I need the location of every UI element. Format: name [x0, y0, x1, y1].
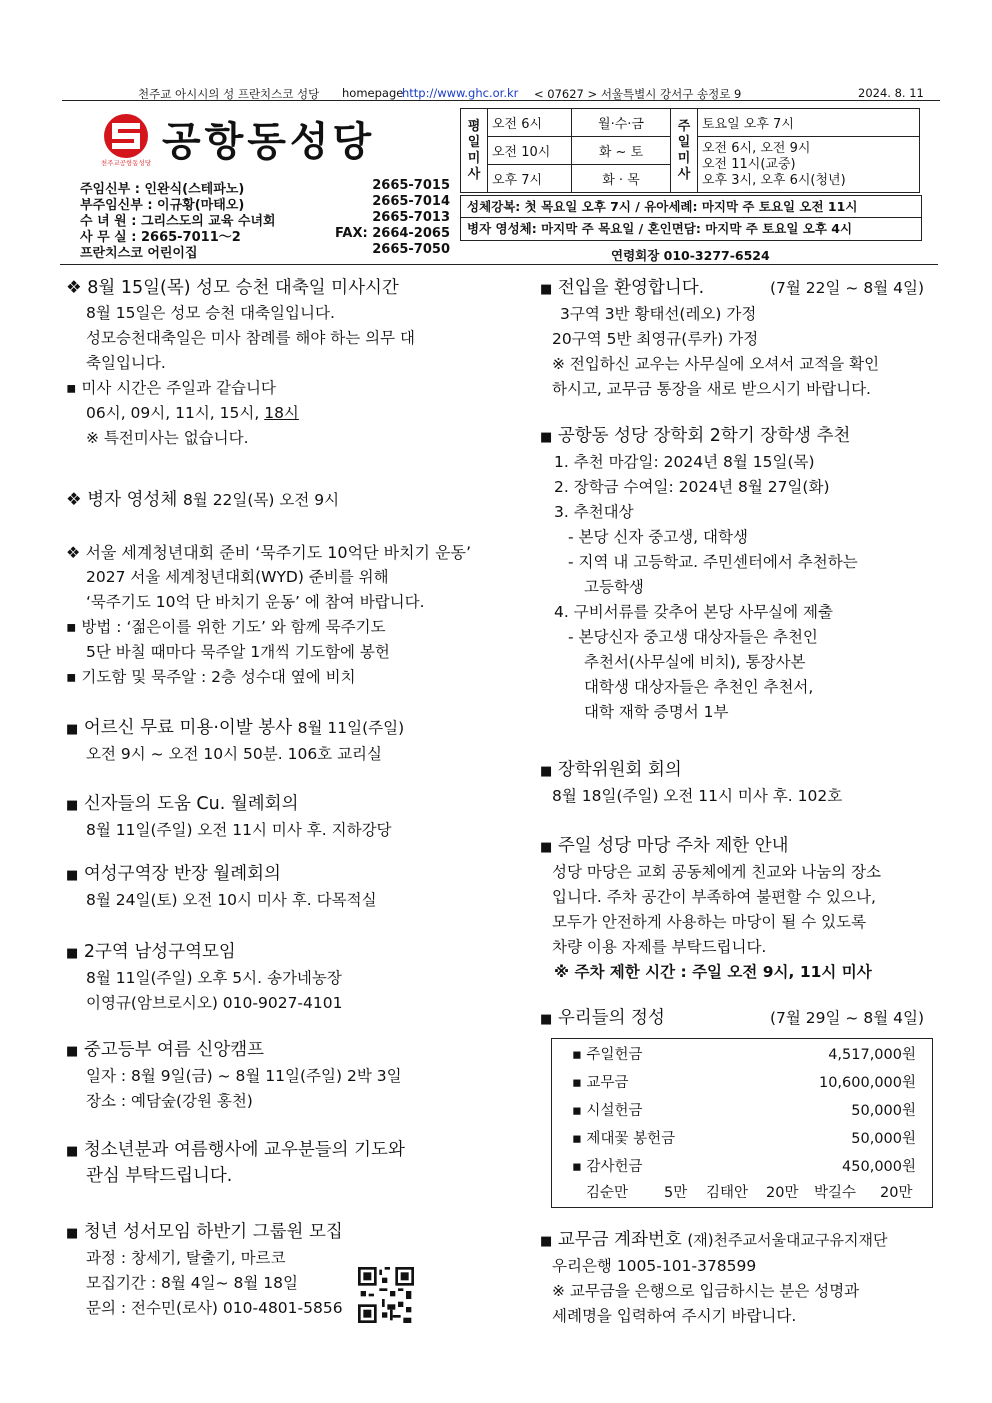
staff-role: 사 무 실 : 2665-7011～2	[80, 230, 241, 245]
notice-line: 축일입니다.	[86, 354, 166, 372]
notice-line: ※ 주차 제한 시간 : 주일 오전 9시, 11시 미사	[554, 963, 872, 981]
notice-line: 2027 서울 세계청년대회(WYD) 준비를 위해	[86, 568, 389, 586]
notice-line: 3. 추천대상	[554, 503, 634, 521]
notice-men-district: ■ 2구역 남성구역모임 8월 11일(주일) 오후 5시. 송가네농장 이영규(암브로시오) 010-9027-4101	[66, 940, 342, 1016]
notice-line: 이영규(암브로시오) 010-9027-4101	[86, 994, 343, 1012]
weekday-mass-days: 월·수·금	[572, 109, 671, 137]
notice-line: 4. 구비서류를 갖추어 본당 사무실에 제출	[554, 603, 833, 621]
notice-title: 신자들의 도움 Cu. 월례회의	[83, 794, 299, 814]
offering-label: ▪ 시설헌금	[572, 1103, 643, 1119]
weekday-mass-time: 오후 7시	[488, 165, 572, 193]
issue-date: 2024. 8. 11	[858, 86, 924, 100]
notice-cu-meeting: ■ 신자들의 도움 Cu. 월례회의 8월 11일(주일) 오전 11시 미사 후. 지하강당	[66, 792, 392, 843]
notice-title: 서울 세계청년대회 준비 ‘묵주기도 10억단 바치기 운동’	[85, 543, 472, 562]
staff-role: 주임신부 : 인완식(스테파노)	[80, 182, 245, 197]
homepage-label: homepage	[342, 86, 404, 100]
notice-title: 청년 성서모임 하반기 그룹원 모집	[83, 1222, 343, 1242]
notice-line: 입니다. 주차 공간이 부족하여 불편할 수 있으나,	[552, 888, 876, 906]
donor-name: 김순만	[586, 1185, 629, 1201]
staff-row	[80, 194, 450, 213]
staff-row	[80, 242, 450, 261]
staff-row	[80, 210, 450, 229]
notice-line: - 지역 내 고등학교. 주민센터에서 추천하는	[568, 553, 858, 571]
notice-line: 3구역 3반 황태선(레오) 가정	[560, 305, 757, 323]
header-line	[60, 80, 940, 108]
right-column	[540, 276, 940, 1386]
notice-line: - 본당신자 중고생 대상자들은 추천인	[568, 628, 818, 646]
notice-line: 8월 11일(주일) 오후 5시. 송가네농장	[86, 969, 342, 987]
weekday-mass-label: 평일미사	[461, 109, 488, 193]
notice-line: 1. 추천 마감일: 2024년 8월 15일(목)	[554, 453, 815, 471]
staff-role: 프란치스코 어린이집	[80, 246, 198, 261]
weekday-mass-time: 오전 10시	[488, 137, 572, 165]
weekday-mass-time: 오전 6시	[488, 109, 572, 137]
address: < 07627 > 서울특별시 강서구 송정로 9	[534, 87, 742, 101]
logo-small-text: 천주교공항동성당	[100, 159, 152, 167]
notice-title: 여성구역장 반장 월례회의	[83, 864, 281, 884]
notice-title: 어르신 무료 미용·이발 봉사	[83, 718, 293, 738]
notice-title: 전입을 환영합니다.	[557, 278, 705, 298]
offering-row	[552, 1067, 932, 1095]
staff-row	[80, 226, 450, 245]
notice-line: 하시고, 교무금 통장을 새로 받으시기 바랍니다.	[552, 380, 871, 398]
donor-name: 박길수	[814, 1185, 857, 1201]
notice-line: 8월 15일은 성모 승천 대축일입니다.	[86, 304, 335, 322]
sacrament-line-2: 병자 영성체: 마지막 주 목요일 / 혼인면담: 마지막 주 토요일 오후 4시	[461, 217, 921, 239]
offering-row	[552, 1123, 932, 1151]
qr-code-icon[interactable]	[358, 1267, 414, 1323]
notice-title: 2구역 남성구역모임	[83, 942, 236, 962]
notice-line: 5단 바칠 때마다 묵주알 1개씩 기도함에 봉헌	[86, 643, 390, 661]
notice-haircut: ■ 어르신 무료 미용·이발 봉사 8월 11일(주일) 오전 9시 ~ 오전 10시 50분. 106호 교리실	[66, 716, 404, 767]
notice-assumption: ❖ 8월 15일(목) 성모 승천 대축일 미사시간 8월 15일은 성모 승천 대축일입니다. 성모승천대축일은 미사 참례를 해야 하는 의무 대 축일입니다. ▪ 미사 시간은 주일과 같습니다 06시, 09시, 11시, 15시, 18시 ※ 특전미사는 없습니다.	[66, 276, 415, 451]
section-divider	[60, 264, 938, 265]
staff-phone: 2665-7015	[372, 178, 450, 193]
notice-account: ■ 교무금 계좌번호 (재)천주교서울대교구유지재단 우리은행 1005-101-378599 ※ 교무금을 은행으로 입금하시는 분은 성명과 세례명을 입력하여 주시기 바랍니다.	[540, 1228, 887, 1329]
account-org: (재)천주교서울대교구유지재단	[687, 1231, 888, 1249]
staff-role: 부주임신부 : 이규황(마태오)	[80, 198, 245, 213]
saturday-mass: 토요일 오후 7시	[698, 109, 920, 137]
notice-scholarship-meeting: ■ 장학위원회 회의 8월 18일(주일) 오전 11시 미사 후. 102호	[540, 758, 842, 809]
staff-phone: 2665-7050	[372, 242, 450, 257]
notice-detail: 8월 22일(목) 오전 9시	[182, 491, 340, 509]
sunday-mass-line: 오전 6시, 오전 9시	[702, 140, 811, 156]
donor-name: 김태안	[706, 1185, 749, 1201]
mass-time-last: 18시	[264, 404, 299, 422]
staff-role: 수 녀 원 : 그리스도의 교육 수녀회	[80, 214, 276, 229]
notice-title: 병자 영성체	[87, 490, 178, 510]
staff-phone: 2665-7013	[372, 210, 450, 225]
offering-table	[551, 1038, 933, 1208]
notice-scholarship: ■ 공항동 성당 장학회 2학기 장학생 추천 1. 추천 마감일: 2024년 8월 15일(목) 2. 장학금 수여일: 2024년 8월 27일(화) 3. 추천대상 - 본당 신자 중고생, 대학생 - 지역 내 고등학교. 주민센터에서 추천하는 고등학생 4. 구비서류를 갖추어 본당 사무실에 제출 - 본당신자 중고생 대상자들은 추천인 추천서(사무실에 비치), 통장사본 대학생 대상자들은 추천인 추천서, 대학 재학 증명서 1부	[540, 424, 858, 725]
notice-line: ※ 전입하신 교우는 사무실에 오셔서 교적을 확인	[552, 355, 880, 373]
homepage-link[interactable]: http://www.ghc.or.kr	[402, 86, 519, 100]
notice-line: ※ 특전미사는 없습니다.	[86, 429, 249, 447]
notice-title: 8월 15일(목) 성모 승천 대축일 미사시간	[87, 278, 399, 298]
sunday-mass-label: 주일미사	[671, 109, 698, 193]
notice-women-leaders: ■ 여성구역장 반장 월례회의 8월 24일(토) 오전 10시 미사 후. 다목적실	[66, 862, 377, 913]
donor-amount: 20만	[766, 1185, 799, 1201]
notice-wyd-rosary: ❖ 서울 세계청년대회 준비 ‘묵주기도 10억단 바치기 운동’ 2027 서울 세계청년대회(WYD) 준비를 위해 ‘묵주기도 10억 단 바치기 운동’ 에 참여 바랍니다. ▪ 방법 : ‘젊은이를 위한 기도’ 와 함께 묵주기도 5단 바칠 때마다 묵주알 1개씩 기도함에 봉헌 ▪ 기도함 및 묵주알 : 2층 성수대 옆에 비치	[66, 540, 471, 690]
weekday-mass-days: 화 ~ 토	[572, 137, 671, 165]
notice-parking: ■ 주일 성당 마당 주차 제한 안내 성당 마당은 교회 공동체에게 친교와 나눔의 장소 입니다. 주차 공간이 부족하여 불편할 수 있으나, 모두가 안전하게 사용하는 마당이 될 수 있도록 차량 이용 자제를 부탁드립니다. ※ 주차 제한 시간 : 주일 오전 9시, 11시 미사	[540, 834, 881, 985]
notice-title: 교무금 계좌번호	[557, 1230, 682, 1250]
parish-full-name: 천주교 아시시의 성 프란치스코 성당	[138, 87, 320, 101]
notice-line: ‘묵주기도 10억 단 바치기 운동’ 에 참여 바랍니다.	[86, 593, 425, 611]
notice-line: 2. 장학금 수여일: 2024년 8월 27일(화)	[554, 478, 830, 496]
offering-amount: 50,000원	[851, 1103, 916, 1119]
notice-line: ▪ 미사 시간은 주일과 같습니다	[66, 379, 276, 397]
notice-title: 공항동 성당 장학회 2학기 장학생 추천	[557, 426, 851, 446]
notice-line: 성당 마당은 교회 공동체에게 친교와 나눔의 장소	[552, 863, 882, 881]
notice-line: 문의 : 전수민(로사) 010-4801-5856	[86, 1299, 343, 1317]
notice-line: 20구역 5반 최영규(루카) 가정	[552, 330, 759, 348]
notice-title: 주일 성당 마당 주차 제한 안내	[557, 836, 789, 856]
staff-phone: 2665-7014	[372, 194, 450, 209]
offering-amount: 4,517,000원	[828, 1047, 916, 1063]
notice-sick-communion: ❖ 병자 영성체 8월 22일(목) 오전 9시	[66, 490, 340, 510]
notice-line: 성모승천대축일은 미사 참례를 해야 하는 의무 대	[86, 329, 416, 347]
offering-row	[552, 1039, 932, 1067]
notice-line: ▪ 방법 : ‘젊은이를 위한 기도’ 와 함께 묵주기도	[66, 618, 386, 636]
notice-line: 세례명을 입력하여 주시기 바랍니다.	[552, 1307, 797, 1325]
offering-label: ▪ 주일헌금	[572, 1047, 643, 1063]
notice-line: 오전 9시 ~ 오전 10시 50분. 106호 교리실	[86, 745, 382, 763]
offering-amount: 450,000원	[842, 1159, 916, 1175]
notice-bible-group: ■ 청년 성서모임 하반기 그룹원 모집 과정 : 창세기, 탈출기, 마르코 모집기간 : 8월 4일~ 8월 18일 문의 : 전수민(로사) 010-4801-5856	[66, 1220, 343, 1321]
notice-line: 대학 재학 증명서 1부	[584, 703, 729, 721]
notice-line: 대학생 대상자들은 추천인 추천서,	[584, 678, 814, 696]
mass-times: 06시, 09시, 11시, 15시,	[86, 404, 265, 422]
header-rule	[62, 100, 940, 101]
sunday-mass-times	[698, 137, 920, 193]
sacrament-line-1: 성체강복: 첫 목요일 오후 7시 / 유아세례: 마지막 주 토요일 오전 11시	[467, 199, 858, 214]
notice-line: 모집기간 : 8월 4일~ 8월 18일	[86, 1274, 298, 1292]
offering-label: ▪ 제대꽃 봉헌금	[572, 1131, 676, 1147]
notice-date: (7월 29일 ~ 8월 4일)	[770, 1009, 924, 1027]
staff-row	[80, 178, 450, 197]
offering-label: ▪ 감사헌금	[572, 1159, 643, 1175]
notice-youth-camp: ■ 중고등부 여름 신앙캠프 일자 : 8월 9일(금) ~ 8월 11일(주일) 2박 3일 장소 : 예담숲(강원 홍천)	[66, 1038, 402, 1114]
donor-amount: 5만	[664, 1185, 688, 1201]
notice-line: 우리은행 1005-101-378599	[552, 1257, 757, 1275]
notice-offerings: ■ 우리들의 정성 (7월 29일 ~ 8월 4일)	[540, 1006, 930, 1032]
notice-line: 관심 부탁드립니다.	[86, 1166, 233, 1186]
parish-logo-icon	[100, 112, 152, 167]
offering-row	[552, 1151, 932, 1179]
notice-line: ※ 교무금을 은행으로 입금하시는 분은 성명과	[552, 1282, 860, 1300]
notice-line: 추천서(사무실에 비치), 통장사본	[584, 653, 806, 671]
notice-date: 8월 11일(주일)	[297, 719, 405, 737]
notice-line: 청소년분과 여름행사에 교우분들의 기도와	[83, 1140, 405, 1160]
notice-line: 고등학생	[584, 578, 644, 596]
notice-line: 8월 18일(주일) 오전 11시 미사 후. 102호	[552, 787, 843, 805]
notice-line: 모두가 안전하게 사용하는 마당이 될 수 있도록	[552, 913, 867, 931]
offering-amount: 50,000원	[851, 1131, 916, 1147]
sacrament-info	[460, 195, 922, 241]
notice-line: - 본당 신자 중고생, 대학생	[568, 528, 748, 546]
notice-line: 일자 : 8월 9일(금) ~ 8월 11일(주일) 2박 3일	[86, 1067, 402, 1085]
sunday-mass-line: 오후 3시, 오후 6시(청년)	[702, 172, 846, 188]
left-column	[66, 276, 536, 1386]
notice-date: (7월 22일 ~ 8월 4일)	[770, 279, 924, 297]
association-contact: 연령회장 010-3277-6524	[611, 248, 770, 263]
weekday-mass-days: 화 · 목	[572, 165, 671, 193]
offering-label: ▪ 교무금	[572, 1075, 629, 1091]
parish-title: 공항동성당	[162, 119, 376, 165]
notice-youth-prayer: ■ 청소년분과 여름행사에 교우분들의 기도와 관심 부탁드립니다.	[66, 1138, 405, 1189]
notice-line: 8월 11일(주일) 오전 11시 미사 후. 지하강당	[86, 821, 392, 839]
notice-line: 장소 : 예담숲(강원 홍천)	[86, 1092, 253, 1110]
notice-line: 8월 24일(토) 오전 10시 미사 후. 다목적실	[86, 891, 377, 909]
notice-title: 장학위원회 회의	[557, 760, 682, 780]
staff-fax: FAX: 2664-2065	[335, 226, 450, 241]
offering-row	[552, 1095, 932, 1123]
notice-line: ▪ 기도함 및 묵주알 : 2층 성수대 옆에 비치	[66, 668, 356, 686]
sunday-mass-line: 오전 11시(교중)	[702, 156, 796, 172]
staff-list	[80, 178, 450, 261]
notice-new-members: ■ 전입을 환영합니다. (7월 22일 ~ 8월 4일) 3구역 3반 황태선(레오) 가정 20구역 5반 최영규(루카) 가정 ※ 전입하신 교우는 사무실에 오셔서 교적을 확인 하시고, 교무금 통장을 새로 받으시기 바랍니다.	[540, 276, 930, 402]
donor-amount: 20만	[880, 1185, 913, 1201]
notice-title: 우리들의 정성	[557, 1008, 665, 1028]
notice-line: 차량 이용 자제를 부탁드립니다.	[552, 938, 767, 956]
notice-line: 과정 : 창세기, 탈출기, 마르코	[86, 1249, 286, 1267]
offering-amount: 10,600,000원	[818, 1075, 916, 1091]
notice-title: 중고등부 여름 신앙캠프	[83, 1040, 265, 1060]
